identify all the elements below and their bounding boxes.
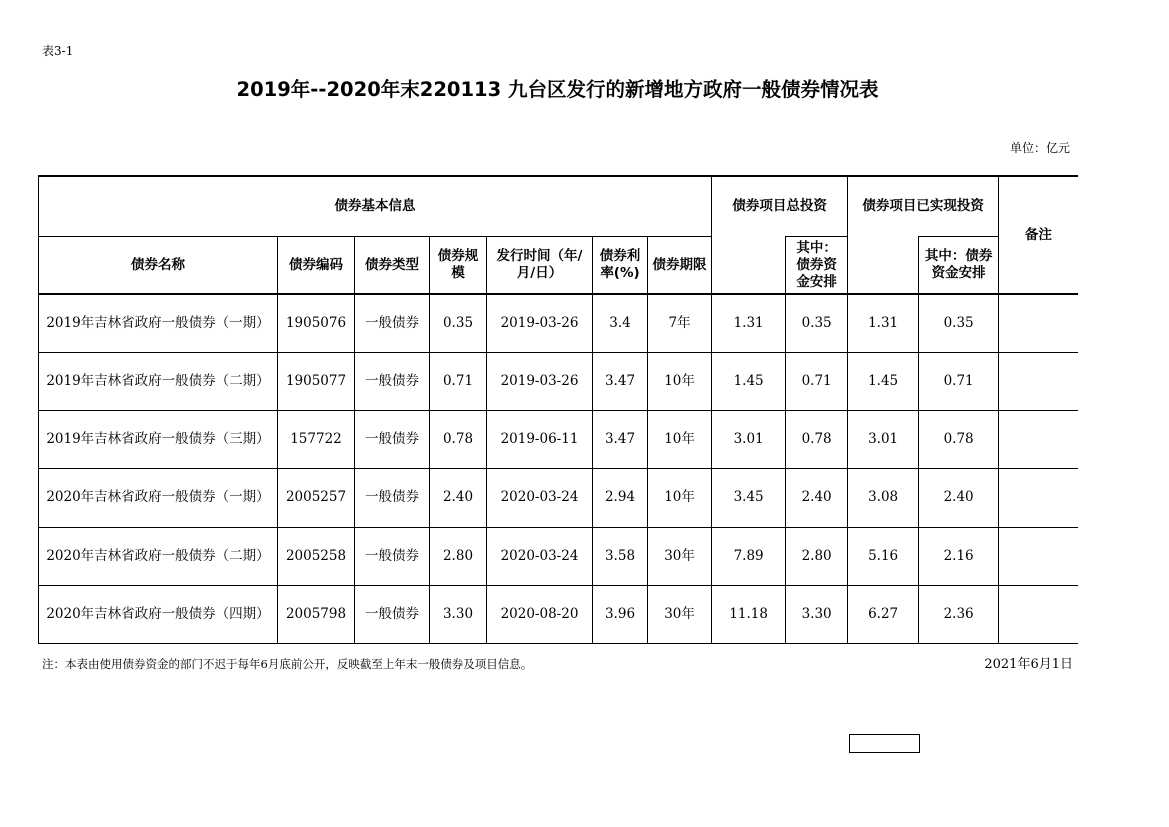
cell-issue-date: 2020-03-24 bbox=[487, 469, 593, 527]
cell-term: 30年 bbox=[648, 527, 712, 585]
table-row bbox=[39, 527, 1078, 585]
cell-scale: 3.30 bbox=[430, 585, 487, 643]
cell-type: 一般债券 bbox=[355, 411, 430, 469]
cell-total-investment: 11.18 bbox=[712, 585, 786, 643]
cell-name: 2019年吉林省政府一般债券（一期） bbox=[39, 294, 278, 352]
cell-realized-investment: 1.45 bbox=[848, 353, 919, 411]
col-header-issue-date: 发行时间（年/月/日） bbox=[487, 236, 593, 294]
cell-issue-date: 2020-03-24 bbox=[487, 527, 593, 585]
cell-code: 1905077 bbox=[278, 353, 355, 411]
col-header-term: 债券期限 bbox=[648, 236, 712, 294]
cell-name: 2020年吉林省政府一般债券（一期） bbox=[39, 469, 278, 527]
cell-term: 10年 bbox=[648, 411, 712, 469]
group-header-basic-info: 债券基本信息 bbox=[39, 176, 712, 236]
cell-remark bbox=[999, 527, 1078, 585]
col-header-scale: 债券规模 bbox=[430, 236, 487, 294]
cell-scale: 2.80 bbox=[430, 527, 487, 585]
col-header-realized-blank bbox=[848, 236, 919, 294]
cell-term: 7年 bbox=[648, 294, 712, 352]
cell-name: 2019年吉林省政府一般债券（三期） bbox=[39, 411, 278, 469]
cell-name: 2020年吉林省政府一般债券（二期） bbox=[39, 527, 278, 585]
col-header-name: 债券名称 bbox=[39, 236, 278, 294]
cell-remark bbox=[999, 411, 1078, 469]
cell-scale: 0.71 bbox=[430, 353, 487, 411]
cell-total-fund: 0.78 bbox=[786, 411, 848, 469]
group-header-realized-investment: 债券项目已实现投资 bbox=[848, 176, 999, 236]
cell-issue-date: 2019-03-26 bbox=[487, 294, 593, 352]
cell-total-investment: 1.31 bbox=[712, 294, 786, 352]
footnote: 注：本表由使用债券资金的部门不迟于每年6月底前公开，反映截至上年末一般债券及项目信息。 bbox=[42, 657, 533, 671]
cell-total-fund: 2.80 bbox=[786, 527, 848, 585]
col-header-type: 债券类型 bbox=[355, 236, 430, 294]
cell-total-fund: 0.71 bbox=[786, 353, 848, 411]
cell-total-investment: 7.89 bbox=[712, 527, 786, 585]
cell-realized-investment: 5.16 bbox=[848, 527, 919, 585]
cell-scale: 0.78 bbox=[430, 411, 487, 469]
cell-name: 2020年吉林省政府一般债券（四期） bbox=[39, 585, 278, 643]
cell-scale: 2.40 bbox=[430, 469, 487, 527]
table-row bbox=[39, 353, 1078, 411]
cell-rate: 3.96 bbox=[593, 585, 648, 643]
cell-realized-investment: 3.01 bbox=[848, 411, 919, 469]
table-row bbox=[39, 294, 1078, 352]
cell-realized-fund: 2.16 bbox=[919, 527, 999, 585]
cell-remark bbox=[999, 353, 1078, 411]
cell-type: 一般债券 bbox=[355, 527, 430, 585]
cell-rate: 3.4 bbox=[593, 294, 648, 352]
cell-realized-investment: 1.31 bbox=[848, 294, 919, 352]
cell-realized-fund: 0.78 bbox=[919, 411, 999, 469]
col-header-code: 债券编码 bbox=[278, 236, 355, 294]
header-remarks: 备注 bbox=[999, 176, 1078, 294]
cell-code: 2005798 bbox=[278, 585, 355, 643]
table-row bbox=[39, 411, 1078, 469]
cell-realized-investment: 3.08 bbox=[848, 469, 919, 527]
cell-total-investment: 3.45 bbox=[712, 469, 786, 527]
cell-realized-investment: 6.27 bbox=[848, 585, 919, 643]
cell-rate: 3.58 bbox=[593, 527, 648, 585]
col-header-rate: 债券利率(%) bbox=[593, 236, 648, 294]
cell-code: 157722 bbox=[278, 411, 355, 469]
cell-type: 一般债券 bbox=[355, 585, 430, 643]
col-header-total-of-which: 其中：债券资金安排 bbox=[786, 236, 848, 294]
cell-rate: 3.47 bbox=[593, 411, 648, 469]
col-header-total-blank bbox=[712, 236, 786, 294]
report-date: 2021年6月1日 bbox=[984, 657, 1073, 672]
col-header-realized-of-which: 其中：债券资金安排 bbox=[919, 236, 999, 294]
cell-code: 2005258 bbox=[278, 527, 355, 585]
cell-total-investment: 3.01 bbox=[712, 411, 786, 469]
cell-total-fund: 3.30 bbox=[786, 585, 848, 643]
cell-term: 10年 bbox=[648, 469, 712, 527]
cell-realized-fund: 0.71 bbox=[919, 353, 999, 411]
page-title: 2019年--2020年末220113 九台区发行的新增地方政府一般债券情况表 bbox=[236, 78, 879, 101]
cell-type: 一般债券 bbox=[355, 294, 430, 352]
table-code: 表3-1 bbox=[42, 44, 74, 58]
cell-total-investment: 1.45 bbox=[712, 353, 786, 411]
cell-term: 10年 bbox=[648, 353, 712, 411]
empty-box bbox=[849, 734, 920, 753]
cell-term: 30年 bbox=[648, 585, 712, 643]
cell-rate: 3.47 bbox=[593, 353, 648, 411]
unit-label: 单位：亿元 bbox=[1009, 141, 1070, 155]
cell-issue-date: 2020-08-20 bbox=[487, 585, 593, 643]
group-header-total-investment: 债券项目总投资 bbox=[712, 176, 848, 236]
cell-remark bbox=[999, 294, 1078, 352]
cell-remark bbox=[999, 585, 1078, 643]
cell-name: 2019年吉林省政府一般债券（二期） bbox=[39, 353, 278, 411]
bond-table bbox=[38, 175, 1078, 644]
table-row bbox=[39, 469, 1078, 527]
cell-code: 1905076 bbox=[278, 294, 355, 352]
cell-realized-fund: 2.40 bbox=[919, 469, 999, 527]
cell-type: 一般债券 bbox=[355, 353, 430, 411]
cell-code: 2005257 bbox=[278, 469, 355, 527]
cell-remark bbox=[999, 469, 1078, 527]
cell-issue-date: 2019-06-11 bbox=[487, 411, 593, 469]
cell-realized-fund: 2.36 bbox=[919, 585, 999, 643]
cell-type: 一般债券 bbox=[355, 469, 430, 527]
cell-issue-date: 2019-03-26 bbox=[487, 353, 593, 411]
cell-realized-fund: 0.35 bbox=[919, 294, 999, 352]
cell-total-fund: 2.40 bbox=[786, 469, 848, 527]
cell-total-fund: 0.35 bbox=[786, 294, 848, 352]
cell-scale: 0.35 bbox=[430, 294, 487, 352]
table-row bbox=[39, 585, 1078, 643]
cell-rate: 2.94 bbox=[593, 469, 648, 527]
